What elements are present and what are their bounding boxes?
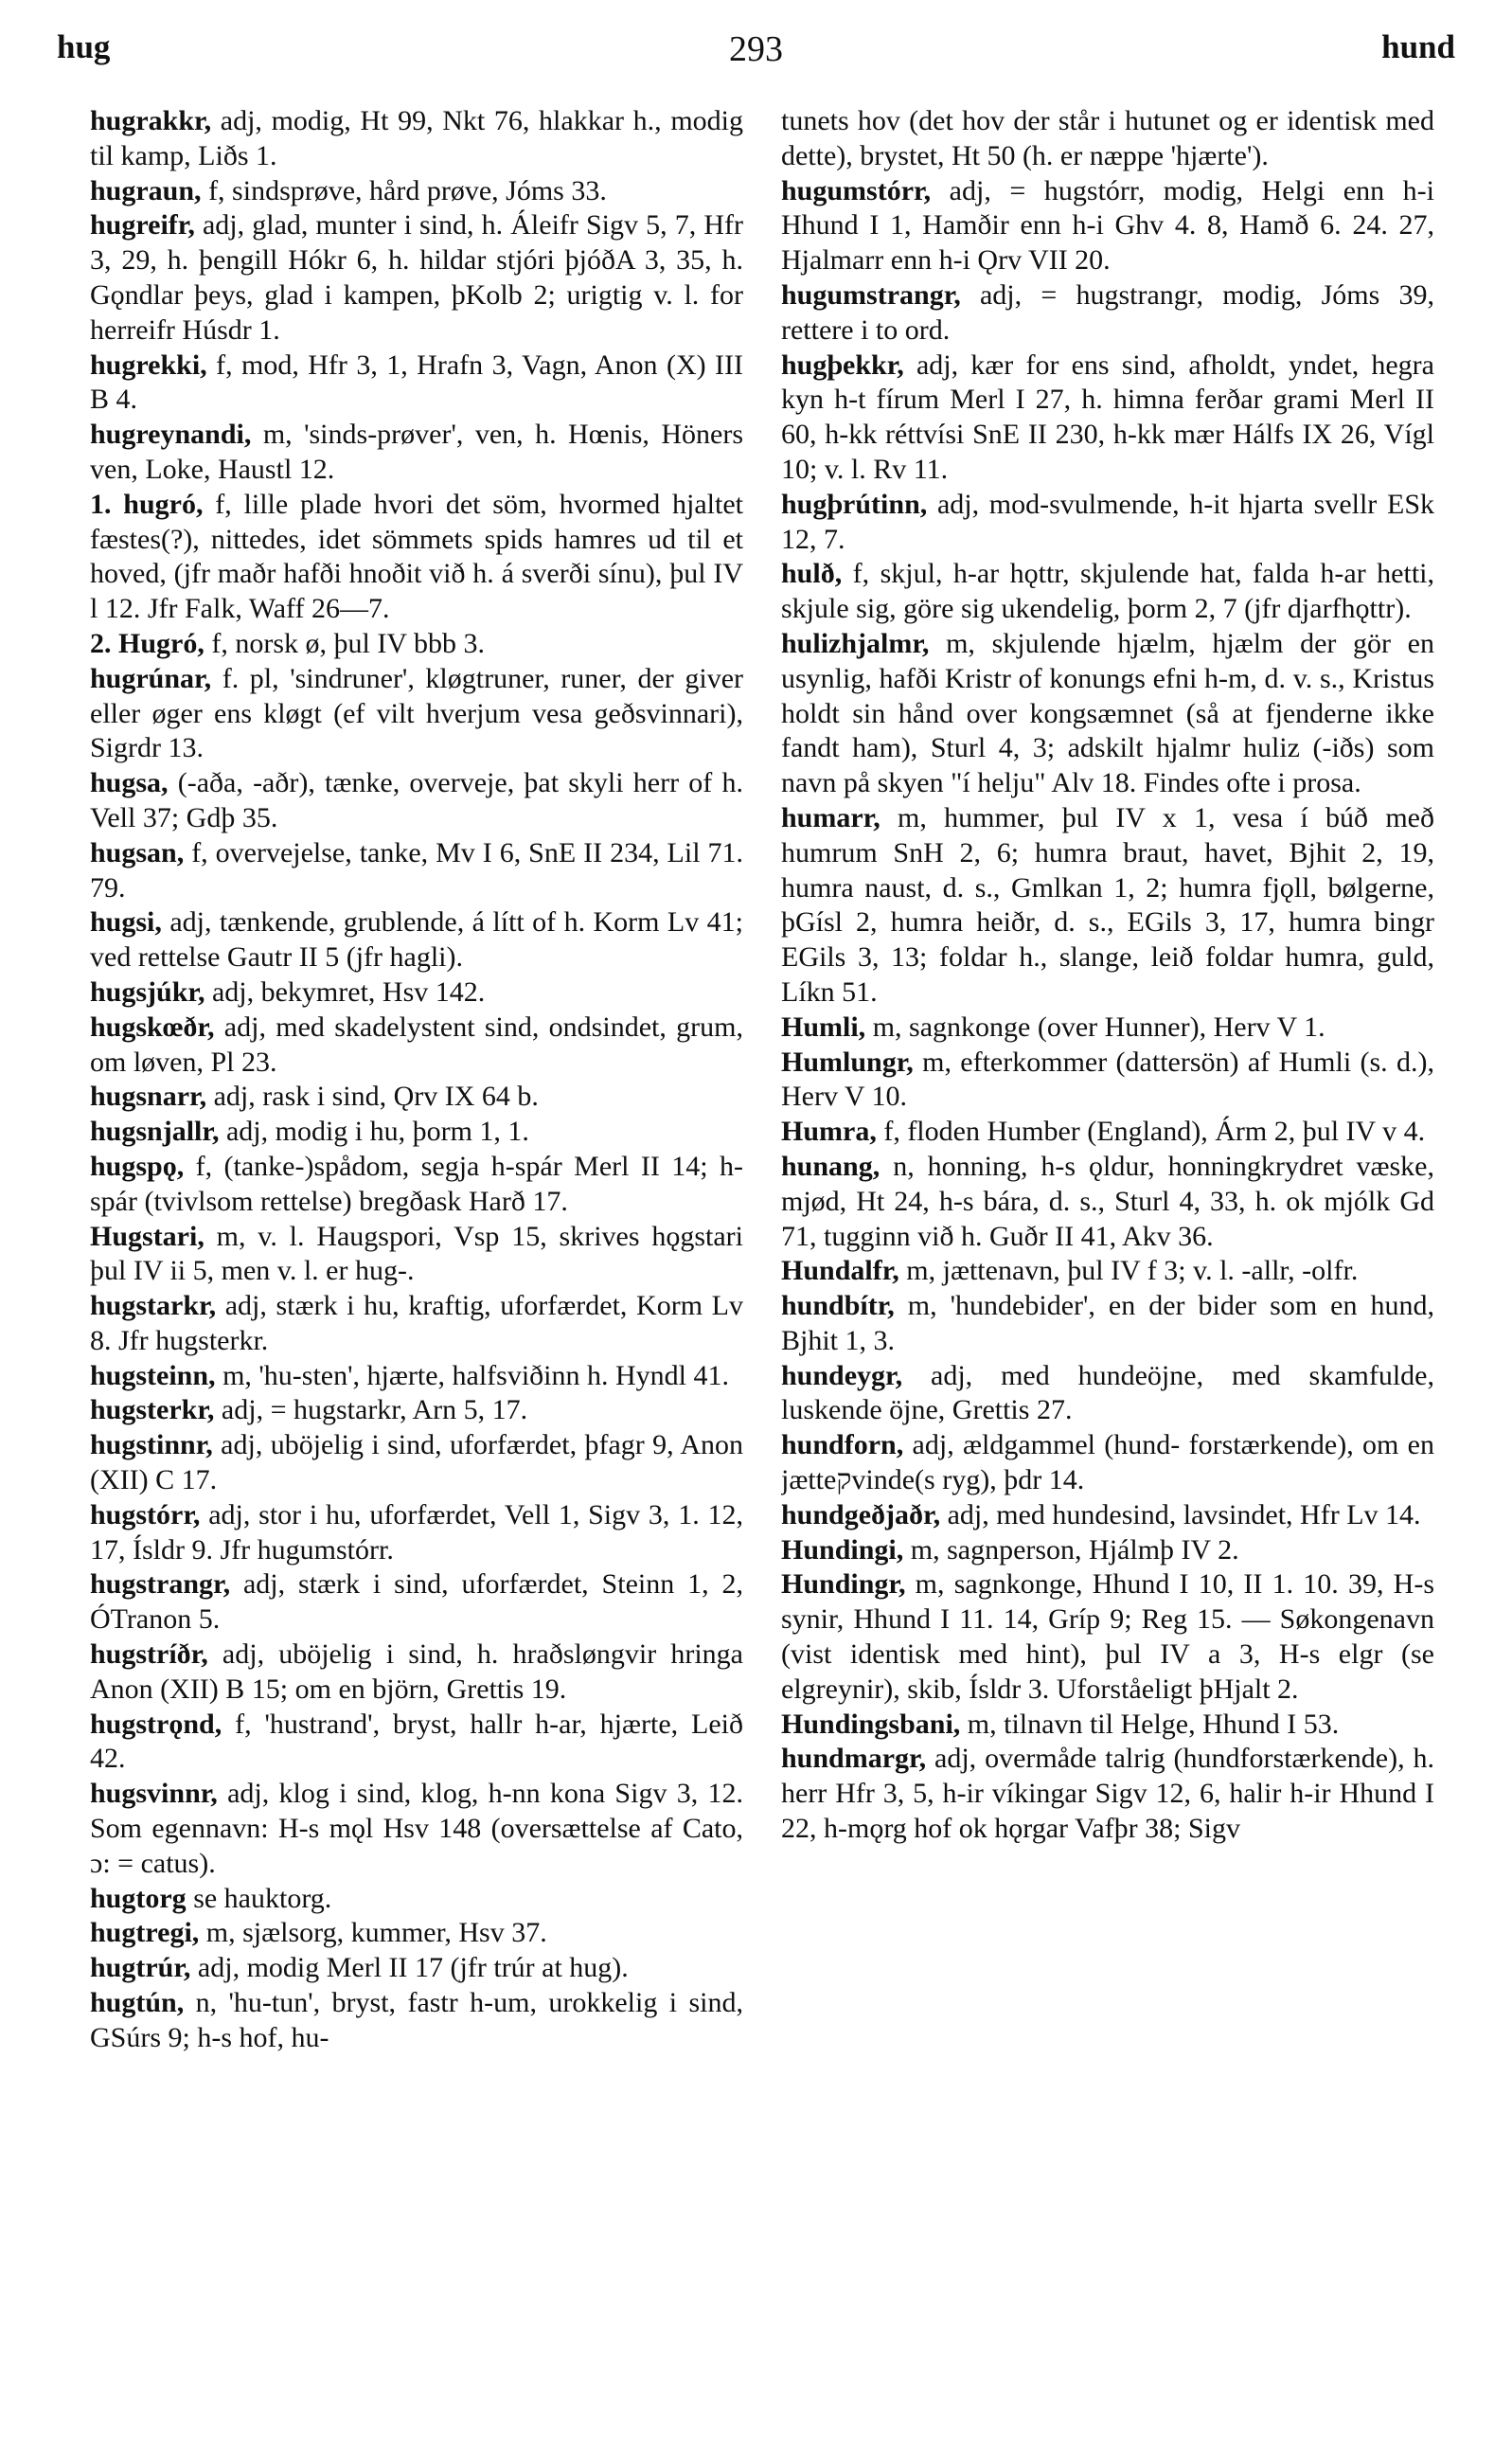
- dictionary-entry: [90, 1777, 743, 1881]
- entry-definition: f, overvejelse, tanke, Mv I 6, SnE II 234, Lil 71. 79.: [90, 836, 743, 904]
- dictionary-entry: [90, 174, 743, 209]
- dictionary-entry: [781, 1046, 1434, 1116]
- dictionary-entry: [781, 1359, 1434, 1429]
- dictionary-entry: [781, 801, 1434, 1011]
- entry-headword: Hugstari,: [90, 1220, 205, 1252]
- dictionary-entry: [90, 1150, 743, 1220]
- entry-headword: hugtrúr,: [90, 1952, 191, 1984]
- entry-headword: hugstríðr,: [90, 1638, 208, 1671]
- dictionary-entry: [90, 1708, 743, 1778]
- entry-headword: hugskœðr,: [90, 1011, 215, 1043]
- entry-headword: hugþekkr,: [781, 349, 904, 381]
- entry-headword: humarr,: [781, 801, 881, 833]
- entry-definition: adj, med hundesind, lavsindet, Hfr Lv 14.: [940, 1498, 1421, 1530]
- entry-headword: hugstarkr,: [90, 1290, 217, 1322]
- running-head-left: hug: [57, 28, 111, 65]
- entry-definition: (-aða, -aðr), tænke, overveje, þat skyli herr of h. Vell 37; Gdþ 35.: [90, 767, 743, 833]
- entry-headword: hugþrútinn,: [781, 488, 928, 520]
- dictionary-entry: [781, 278, 1434, 349]
- dictionary-entry: [90, 766, 743, 836]
- entry-headword: hugreynandi,: [90, 419, 252, 451]
- dictionary-entry: [90, 418, 743, 488]
- entry-headword: hugsvinnr,: [90, 1778, 218, 1810]
- dictionary-entry: [90, 1220, 743, 1290]
- entry-definition: n, honning, h-s ǫldur, honningkrydret væske, mjød, Ht 24, h-s bára, d. s., Sturl 4, 33, h. ok mjólk Gd 71, tugginn við h. Guðr II 41, Akv 36.: [781, 1150, 1434, 1252]
- entry-definition: tunets hov (det hov der står i hutunet og er identisk med dette), brystet, Ht 50 (h. er næppe 'hjærte').: [781, 105, 1434, 171]
- dictionary-entry: [90, 1359, 743, 1394]
- dictionary-entry: [90, 627, 743, 662]
- entry-headword: 1. hugró,: [90, 488, 204, 520]
- entry-headword: hundgeðjaðr,: [781, 1498, 941, 1530]
- entry-headword: hugsnjallr,: [90, 1116, 220, 1148]
- entry-definition: adj, uböjelig i sind, uforfærdet, þfagr 9, Anon (XII) C 17.: [90, 1429, 743, 1496]
- entry-headword: hugsnarr,: [90, 1081, 207, 1113]
- dictionary-entry: [90, 488, 743, 627]
- dictionary-entry: [781, 1150, 1434, 1254]
- entry-headword: hugtregi,: [90, 1917, 200, 1949]
- entry-definition: m, sagnperson, Hjálmþ IV 2.: [903, 1533, 1239, 1566]
- dictionary-entry: [90, 1986, 743, 2056]
- entry-definition: m, sagnkonge, Hhund I 10, II 1. 10. 39, H-s synir, Hhund I 11. 14, Gríp 9; Reg 15. — Søkongenavn (vist identisk med hint), þul IV a 3, H-s elgr (se elgreynir), skib, Ísldr 3. Uforståeligt þHjalt 2.: [781, 1568, 1434, 1705]
- entry-definition: m, skjulende hjælm, hjælm der gör en usynlig, hafði Kristr of konungs efni h-m, d. v. s., Kristus holdt sin hånd over kongsæmnet (så at fjenderne ikke fandt ham), Sturl 4, 3; adskilt hjalmr huliz (-iðs) som navn på skyen "í helju" Alv 18. Findes ofte i prosa.: [781, 627, 1434, 799]
- entry-headword: Hundalfr,: [781, 1255, 899, 1287]
- page-number: 293: [729, 29, 783, 69]
- entry-headword: 2. Hugró,: [90, 627, 205, 659]
- entry-definition: f, floden Humber (England), Árm 2, þul IV v 4.: [876, 1116, 1426, 1148]
- entry-headword: hundeygr,: [781, 1359, 903, 1391]
- entry-definition: adj, overmåde talrig (hundforstærkende), h. herr Hfr 3, 5, h-ir víkingar Sigv 12, 6, halir h-ir Hhund I 22, h-mǫrg hof ok hǫrgar Vafþr 38; Sigv: [781, 1743, 1434, 1845]
- entry-definition: adj, rask i sind, Ǫrv IX 64 b.: [206, 1081, 539, 1113]
- dictionary-entry: [90, 1498, 743, 1568]
- entry-definition: f, sindsprøve, hård prøve, Jóms 33.: [201, 174, 607, 206]
- entry-definition: m, v. l. Haugspori, Vsp 15, skrives hǫgstari þul IV ii 5, men v. l. er hug-.: [90, 1220, 743, 1287]
- entry-definition: adj, klog i sind, klog, h-nn kona Sigv 3, 12. Som egennavn: H-s mǫl Hsv 148 (oversættelse af Cato, ɔ: = catus).: [90, 1778, 743, 1879]
- entry-definition: f, mod, Hfr 3, 1, Hrafn 3, Vagn, Anon (X) III B 4.: [90, 349, 743, 416]
- dictionary-entry: [90, 1951, 743, 1986]
- entry-definition: m, hummer, þul IV x 1, vesa í búð með humrum SnH 2, 6; humra braut, havet, Bjhit 2, 19, humra naust, d. s., Gmlkan 1, 2; humra fjǫll, bølgerne, þGísl 2, humra heiðr, d. s., EGils 3, 17, humra bingr EGils 3, 13; foldar h., slange, leið foldar humra, guld, Líkn 51.: [781, 801, 1434, 1008]
- dictionary-entry: [90, 1080, 743, 1115]
- entry-headword: hugstrangr,: [90, 1568, 231, 1601]
- dictionary-entry: [781, 1742, 1434, 1846]
- entry-definition: m, 'sinds-prøver', ven, h. Hœnis, Höners ven, Loke, Haustl 12.: [90, 419, 743, 485]
- dictionary-entry: [781, 557, 1434, 627]
- entry-definition: f, norsk ø, þul IV bbb 3.: [204, 627, 485, 659]
- left-column: [90, 104, 743, 2425]
- entry-headword: hugsjúkr,: [90, 975, 205, 1008]
- entry-headword: Humra,: [781, 1116, 877, 1148]
- entry-definition: adj, mod-svulmende, h-it hjarta svellr ESk 12, 7.: [781, 488, 1434, 555]
- entry-headword: hugsi,: [90, 906, 162, 939]
- entry-definition: m, tilnavn til Helge, Hhund I 53.: [960, 1708, 1340, 1740]
- dictionary-entry: [90, 1115, 743, 1150]
- entry-headword: Humlungr,: [781, 1046, 914, 1078]
- entry-headword: hugstórr,: [90, 1498, 201, 1530]
- dictionary-entry: [781, 1428, 1434, 1498]
- entry-headword: hulizhjalmr,: [781, 627, 930, 659]
- dictionary-entry: [781, 1708, 1434, 1743]
- dictionary-entry: [90, 1638, 743, 1708]
- entry-definition: adj, stærk i hu, kraftig, uforfærdet, Korm Lv 8. Jfr hugsterkr.: [90, 1290, 743, 1356]
- entry-headword: hugraun,: [90, 174, 202, 206]
- entry-headword: hugsa,: [90, 767, 169, 799]
- dictionary-entry: [90, 1428, 743, 1498]
- entry-definition: adj, = hugstarkr, Arn 5, 17.: [214, 1394, 528, 1426]
- dictionary-entry: [781, 1498, 1434, 1533]
- dictionary-entry: [781, 174, 1434, 278]
- entry-headword: hugstrǫnd,: [90, 1708, 222, 1740]
- entry-definition: f, 'hustrand', bryst, hallr h-ar, hjærte, Leið 42.: [90, 1708, 743, 1775]
- entry-headword: Humli,: [781, 1011, 866, 1043]
- entry-headword: hulð,: [781, 558, 843, 590]
- dictionary-entry: [781, 104, 1434, 174]
- entry-headword: hugumstrangr,: [781, 278, 961, 311]
- dictionary-entry: [781, 1567, 1434, 1707]
- dictionary-entry: [90, 1011, 743, 1081]
- entry-definition: adj, stor i hu, uforfærdet, Vell 1, Sigv 3, 1. 12, 17, Ísldr 9. Jfr hugumstórr.: [90, 1498, 743, 1566]
- entry-headword: Hundingsbani,: [781, 1708, 961, 1740]
- dictionary-entry: [90, 662, 743, 766]
- dictionary-entry: [781, 349, 1434, 488]
- entry-definition: adj, = hugstórr, modig, Helgi enn h-i Hhund I 1, Hamðir enn h-i Ghv 4. 8, Hamð 6. 24. 27, Hjalmarr enn h-i Ǫrv VII 20.: [781, 174, 1434, 277]
- entry-headword: hugrúnar,: [90, 662, 212, 694]
- entry-headword: hundmargr,: [781, 1743, 927, 1775]
- entry-definition: m, sagnkonge (over Hunner), Herv V 1.: [865, 1011, 1325, 1043]
- dictionary-entry: [781, 1115, 1434, 1150]
- dictionary-entry: [781, 1289, 1434, 1359]
- dictionary-entry: [781, 1011, 1434, 1046]
- dictionary-entry: [781, 488, 1434, 558]
- dictionary-entry: [90, 104, 743, 174]
- entry-definition: m, 'hundebider', en der bider som en hund, Bjhit 1, 3.: [781, 1290, 1434, 1356]
- entry-headword: hugsan,: [90, 836, 185, 868]
- entry-headword: hugsterkr,: [90, 1394, 215, 1426]
- entry-definition: adj, kær for ens sind, afholdt, yndet, hegra kyn h-t fírum Merl I 27, h. himna ferðar grami Merl II 60, h-kk réttvísi SnE II 230, h-kk mær Hálfs IX 26, Vígl 10; v. l. Rv 11.: [781, 349, 1434, 485]
- entry-headword: Hundingi,: [781, 1533, 904, 1566]
- entry-definition: m, jættenavn, þul IV f 3; v. l. -allr, -olfr.: [898, 1255, 1359, 1287]
- entry-definition: adj, stærk i sind, uforfærdet, Steinn 1, 2, ÓTranon 5.: [90, 1568, 743, 1636]
- dictionary-entry: [90, 836, 743, 906]
- entry-definition: adj, bekymret, Hsv 142.: [205, 975, 486, 1008]
- entry-definition: adj, modig i hu, þorm 1, 1.: [219, 1116, 529, 1148]
- entry-definition: adj, med skadelystent sind, ondsindet, grum, om løven, Pl 23.: [90, 1011, 743, 1078]
- entry-definition: adj, tænkende, grublende, á lítt of h. Korm Lv 41; ved rettelse Gautr II 5 (jfr hagli).: [90, 906, 743, 974]
- dictionary-entry: [90, 1567, 743, 1638]
- dictionary-entry: [90, 905, 743, 975]
- entry-headword: hunang,: [781, 1150, 881, 1182]
- entry-headword: hugtún,: [90, 1987, 185, 2019]
- entry-headword: hugreifr,: [90, 209, 195, 242]
- entry-definition: m, sjælsorg, kummer, Hsv 37.: [199, 1917, 547, 1949]
- entry-definition: m, 'hu-sten', hjærte, halfsviðinn h. Hyndl 41.: [215, 1359, 729, 1391]
- dictionary-entry: [781, 1533, 1434, 1568]
- entry-headword: hugrekki,: [90, 349, 207, 381]
- entry-definition: n, 'hu-tun', bryst, fastr h-um, urokkelig i sind, GSúrs 9; h-s hof, hu-: [90, 1987, 743, 2053]
- dictionary-entry: [90, 349, 743, 419]
- entry-definition: f, lille plade hvori det söm, hvormed hjaltet fæstes(?), nittedes, idet sömmets spids hamres ud til et hoved, (jfr maðr hafði hnoðit við h. á sverði sínu), þul IV l 12. Jfr Falk, Waff 26—7.: [90, 488, 743, 625]
- entry-definition: f, (tanke-)spådom, segja h-spár Merl II 14; h-spár (tvivlsom rettelse) bregðask Harð 17.: [90, 1150, 743, 1217]
- entry-definition: adj, glad, munter i sind, h. Áleifr Sigv 5, 7, Hfr 3, 29, h. þengill Hókr 6, h. hildar stjóri þjóðA 3, 35, h. Gǫndlar þeys, glad i kampen, þKolb 2; urigtig v. l. for herreifr Húsdr 1.: [90, 209, 743, 346]
- entry-definition: m, efterkommer (dattersön) af Humli (s. d.), Herv V 10.: [781, 1046, 1434, 1113]
- dictionary-entry: [781, 1254, 1434, 1289]
- entry-definition: f. pl, 'sindruner', kløgtruner, runer, der giver eller øger ens kløgt (ef vilt hverjum vesa geðsvinnari), Sigrdr 13.: [90, 662, 743, 764]
- dictionary-entry: [90, 1393, 743, 1428]
- entry-definition: adj, uböjelig i sind, h. hraðsløngvir hringa Anon (XII) B 15; om en björn, Grettis 19.: [90, 1638, 743, 1705]
- dictionary-entry: [90, 1882, 743, 1917]
- entry-definition: adj, med hundeöjne, med skamfulde, luskende öjne, Grettis 27.: [781, 1359, 1434, 1426]
- entry-headword: hugsteinn,: [90, 1359, 216, 1391]
- entry-definition: f, skjul, h-ar hǫttr, skjulende hat, falda h-ar hetti, skjule sig, göre sig ukendelig, þorm 2, 7 (jfr djarfhǫttr).: [781, 558, 1434, 625]
- entry-definition: adj, modig Merl II 17 (jfr trúr at hug).: [190, 1952, 629, 1984]
- entry-headword: hugtorg: [90, 1882, 187, 1914]
- entry-headword: hugrakkr,: [90, 105, 212, 136]
- entry-definition: adj, modig, Ht 99, Nkt 76, hlakkar h., modig til kamp, Liðs 1.: [90, 105, 743, 171]
- dictionary-entry: [90, 208, 743, 348]
- entry-headword: hugumstórr,: [781, 174, 932, 206]
- dictionary-entry: [90, 1916, 743, 1951]
- entry-definition: adj, ældgammel (hund- forstærkende), om en jætteקvinde(s ryg), þdr 14.: [781, 1429, 1434, 1496]
- running-head-right: hund: [1381, 28, 1455, 65]
- entry-headword: hugstinnr,: [90, 1429, 213, 1461]
- page-header: [57, 28, 1455, 85]
- dictionary-entry: [781, 627, 1434, 801]
- entry-headword: hundbítr,: [781, 1290, 895, 1322]
- dictionary-entry: [90, 1289, 743, 1359]
- entry-headword: hundforn,: [781, 1429, 904, 1461]
- dictionary-entry: [90, 975, 743, 1011]
- entry-headword: Hundingr,: [781, 1568, 906, 1601]
- entry-headword: hugspǫ,: [90, 1150, 185, 1182]
- right-column: [781, 104, 1434, 2425]
- entry-definition: se hauktorg.: [186, 1882, 332, 1914]
- entry-definition: adj, = hugstrangr, modig, Jóms 39, rettere i to ord.: [781, 278, 1434, 346]
